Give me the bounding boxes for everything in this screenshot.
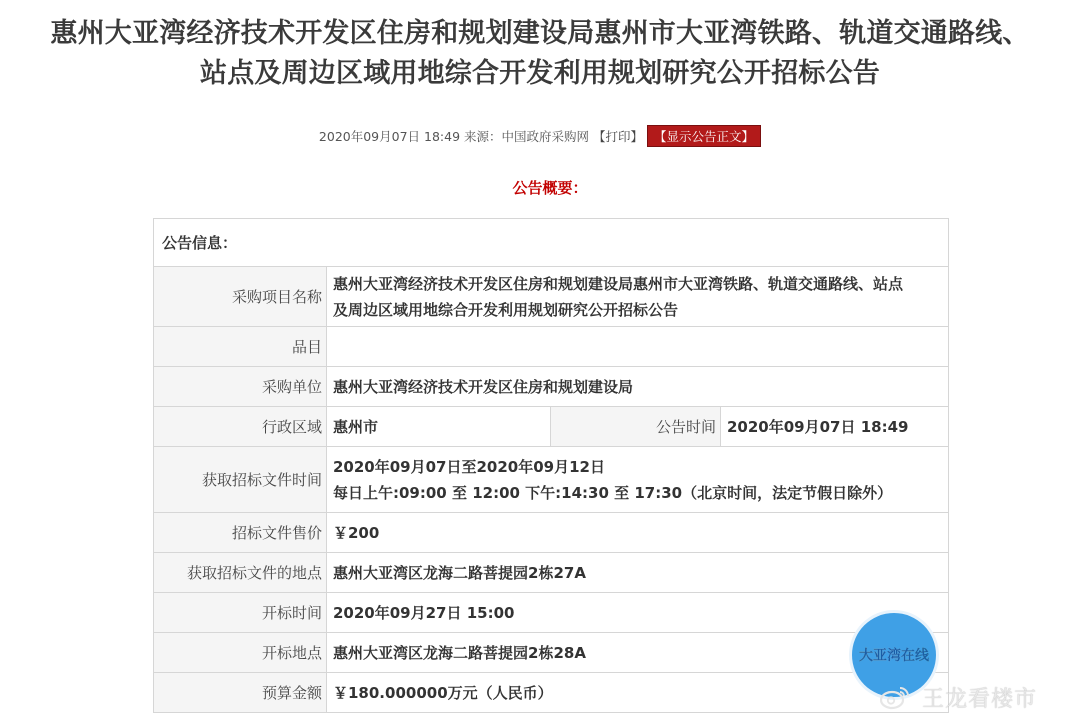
summary-heading: 公告概要： [512, 179, 588, 197]
weibo-watermark [880, 682, 1037, 712]
page-title-line-1: 惠州大亚湾经济技术开发区住房和规划建设局惠州市大亚湾铁路、轨道交通路线、 [50, 18, 1030, 49]
row-label: 预算金额 [154, 673, 327, 713]
purchaser-value: 惠州大亚湾经济技术开发区住房和规划建设局 [327, 367, 949, 407]
site-logo-text-b: 湾在线 [887, 648, 929, 664]
row-label: 采购单位 [154, 367, 327, 407]
watermark-account-name: 王龙看楼市 [922, 686, 1038, 712]
table-row [154, 553, 949, 593]
get-docs-place-value: 惠州大亚湾区龙海二路菩提园2栋27A [327, 553, 949, 593]
budget-value: ￥180.000000万元（人民币） [327, 673, 949, 713]
table-row [154, 219, 949, 267]
source-name: 中国政府采购网 [501, 129, 590, 144]
site-logo-text [859, 645, 929, 665]
get-docs-time-line-1: 2020年09月07日至2020年09月12日 [333, 457, 605, 476]
publish-date: 2020年09月07日 18:49 [318, 129, 461, 144]
row-label: 获取招标文件时间 [154, 447, 327, 513]
table-row [154, 447, 949, 513]
project-name-line-2: 及周边区域用地综合开发利用规划研究公开招标公告 [333, 300, 679, 319]
row-label: 获取招标文件的地点 [154, 553, 327, 593]
page-title-line-2: 站点及周边区域用地综合开发利用规划研究公开招标公告 [200, 58, 880, 89]
row-label: 品目 [154, 327, 327, 367]
source-label: 来源： [464, 129, 502, 144]
weibo-icon [880, 684, 910, 710]
item-value [327, 327, 949, 367]
table-row [154, 513, 949, 553]
row-label: 开标时间 [154, 593, 327, 633]
table-row [154, 633, 949, 673]
show-notice-button[interactable]: 【显示公告正文】 [647, 125, 761, 147]
print-link[interactable]: 【打印】 [593, 129, 644, 144]
doc-price-value: ￥200 [327, 513, 949, 553]
site-logo-text-a: 大亚 [859, 648, 887, 664]
section-title: 公告信息： [154, 219, 949, 267]
table-row [154, 407, 949, 447]
open-time-value: 2020年09月27日 15:00 [327, 593, 949, 633]
notice-time-value: 2020年09月07日 18:49 [721, 407, 949, 447]
row-label: 招标文件售价 [154, 513, 327, 553]
table-row [154, 327, 949, 367]
row-label: 开标地点 [154, 633, 327, 673]
page-title [0, 14, 1080, 94]
region-value: 惠州市 [327, 407, 551, 447]
get-docs-time-line-2: 每日上午:09:00 至 12:00 下午:14:30 至 17:30（北京时间，法定节假日除外） [333, 483, 893, 502]
meta-bar [0, 125, 1080, 147]
row-label: 采购项目名称 [154, 267, 327, 327]
notice-info-table [153, 218, 949, 713]
row-label: 行政区域 [154, 407, 327, 447]
table-row [154, 367, 949, 407]
get-docs-time-value [327, 447, 949, 513]
open-place-value: 惠州大亚湾区龙海二路菩提园2栋28A [327, 633, 949, 673]
project-name-line-1: 惠州大亚湾经济技术开发区住房和规划建设局惠州市大亚湾铁路、轨道交通路线、站点 [333, 274, 904, 293]
table-row [154, 673, 949, 713]
row-label: 公告时间 [551, 407, 721, 447]
table-row [154, 593, 949, 633]
table-row [154, 267, 949, 327]
project-name-value [327, 267, 949, 327]
